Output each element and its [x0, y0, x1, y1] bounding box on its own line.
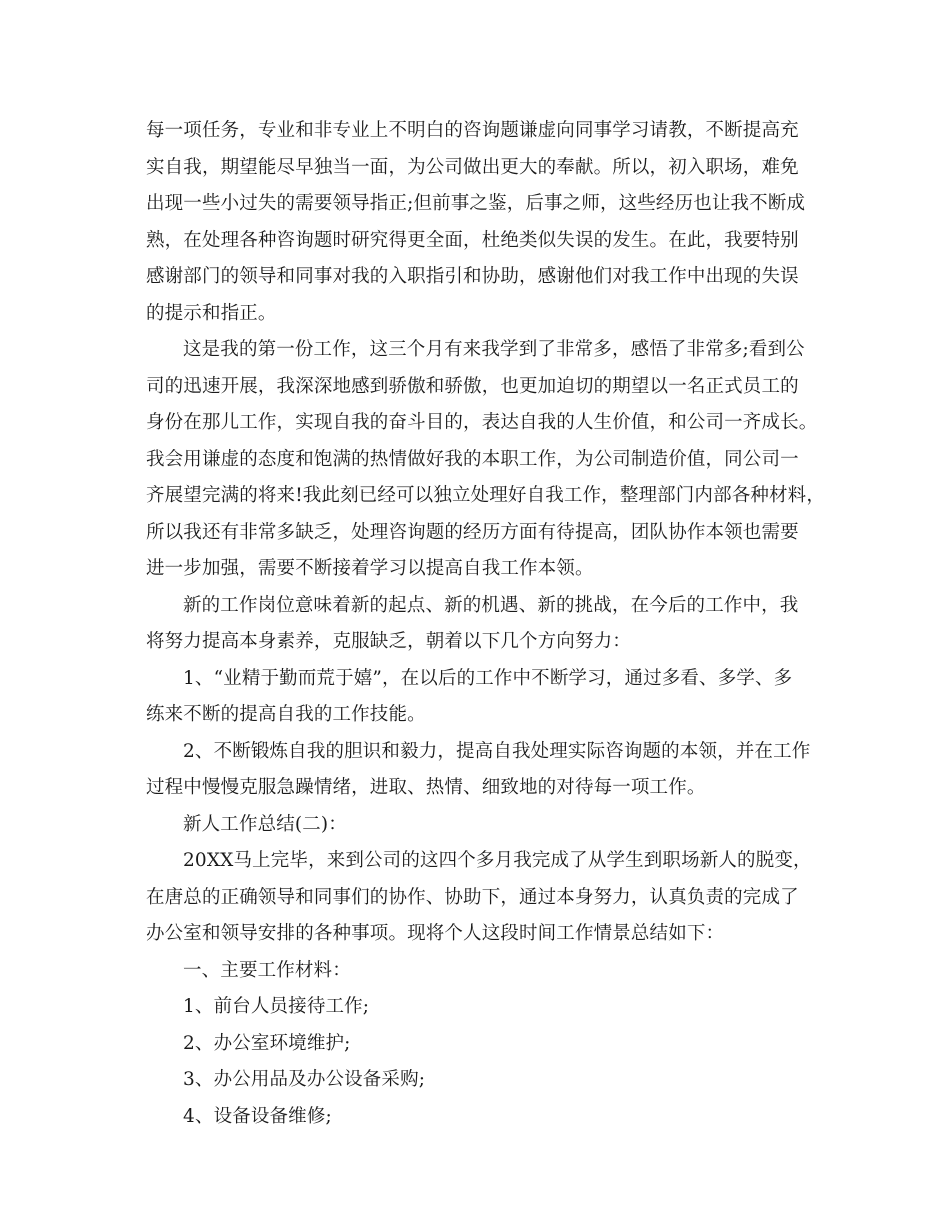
text-line: 新人工作总结(二)： [183, 813, 347, 835]
text-line: 20XX马上完毕，来到公司的这四个多月我完成了从学生到职场新人的脱变， [183, 850, 812, 871]
text-line: 2、不断锻炼自我的胆识和毅力，提高自我处理实际咨询题的本领，并在工作 [183, 740, 811, 762]
text-line: 过程中慢慢克服急躁情绪，进取、热情、细致地的对待每一项工作。 [146, 777, 706, 798]
text-line: 所以我还有非常多缺乏，处理咨询题的经历方面有待提高，团队协作本领也需要 [146, 521, 799, 543]
text-line: 每一项任务，专业和非专业上不明白的咨询题谦虚向同事学习请教，不断提高充 [146, 120, 799, 141]
text-line: 一、主要工作材料： [183, 959, 351, 981]
text-line: 感谢部门的领导和同事对我的入职指引和协助，感谢他们对我工作中出现的失误 [146, 266, 799, 287]
text-line: 的提示和指正。 [146, 302, 277, 324]
text-line: 1、“业精于勤而荒于嬉”，在以后的工作中不断学习，通过多看、多学、多 [183, 667, 793, 689]
text-line: 3、办公用品及办公设备采购; [183, 1069, 426, 1090]
text-line: 2、办公室环境维护; [183, 1032, 351, 1054]
text-line: 出现一些小过失的需要领导指正;但前事之鉴，后事之师，这些经历也让我不断成 [146, 193, 806, 214]
text-line: 在唐总的正确领导和同事们的协作、协助下，通过本身努力，认真负责的完成了 [146, 886, 799, 908]
text-line: 进一步加强，需要不断接着学习以提高自我工作本领。 [146, 558, 594, 579]
text-line: 司的迅速开展，我深深地感到骄傲和骄傲，也更加迫切的期望以一名正式员工的 [146, 375, 799, 397]
text-line: 齐展望完满的将来!我此刻已经可以独立处理好自我工作，整理部门内部各种材料， [146, 485, 825, 506]
text-line: 这是我的第一份工作，这三个月有来我学到了非常多，感悟了非常多;看到公 [183, 339, 805, 360]
text-line: 1、前台人员接待工作; [183, 996, 370, 1017]
text-line: 实自我，期望能尽早独当一面，为公司做出更大的奉献。所以，初入职场，难免 [146, 156, 799, 178]
text-line: 我会用谦虚的态度和饱满的热情做好我的本职工作，为公司制造价值，同公司一 [146, 448, 799, 470]
text-line: 4、设备设备维修; [183, 1105, 332, 1127]
text-line: 新的工作岗位意味着新的起点、新的机遇、新的挑战，在今后的工作中，我 [183, 594, 799, 616]
text-line: 身份在那儿工作，实现自我的奋斗目的，表达自我的人生价值，和公司一齐成长。 [146, 412, 818, 433]
text-line: 熟，在处理各种咨询题时研究得更全面，杜绝类似失误的发生。在此，我要特别 [146, 229, 799, 251]
text-line: 办公室和领导安排的各种事项。现将个人这段时间工作情景总结如下： [146, 923, 725, 944]
text-line: 将努力提高本身素养，克服缺乏，朝着以下几个方向努力： [146, 631, 631, 652]
document-body [146, 113, 826, 1135]
text-line: 练来不断的提高自我的工作技能。 [146, 704, 426, 725]
